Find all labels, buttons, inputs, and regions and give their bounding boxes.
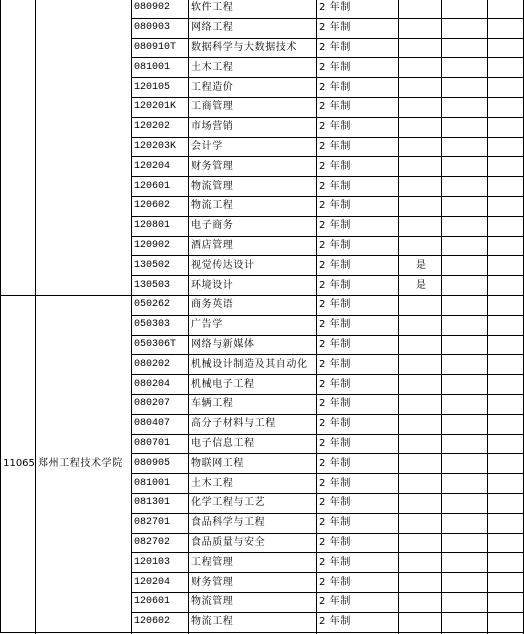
duration-cell: 2 年制 xyxy=(317,434,399,454)
major-code-cell: 080204 xyxy=(132,375,189,395)
empty-cell xyxy=(442,236,488,256)
major-code-cell: 120203K xyxy=(132,137,189,157)
majors-table-body xyxy=(1,0,524,632)
flag-cell xyxy=(399,295,442,315)
table-row xyxy=(1,0,524,18)
empty-cell xyxy=(442,196,488,216)
flag-cell xyxy=(399,493,442,513)
empty-cell xyxy=(442,573,488,593)
column-divider xyxy=(316,630,317,634)
empty-cell xyxy=(442,533,488,553)
school-code-cell xyxy=(1,0,36,295)
empty-cell xyxy=(442,375,488,395)
duration-cell: 2 年制 xyxy=(317,58,399,78)
duration-cell: 2 年制 xyxy=(317,315,399,335)
duration-cell: 2 年制 xyxy=(317,414,399,434)
empty-cell xyxy=(442,58,488,78)
major-name-cell: 食品科学与工程 xyxy=(189,513,317,533)
empty-cell xyxy=(442,177,488,197)
flag-cell xyxy=(399,592,442,612)
empty-cell xyxy=(442,474,488,494)
major-code-cell: 120204 xyxy=(132,157,189,177)
duration-cell: 2 年制 xyxy=(317,18,399,38)
flag-cell xyxy=(399,137,442,157)
flag-cell xyxy=(399,612,442,632)
major-code-cell: 080902 xyxy=(132,0,189,18)
empty-cell xyxy=(442,513,488,533)
major-code-cell: 120105 xyxy=(132,78,189,98)
flag-cell xyxy=(399,18,442,38)
duration-cell: 2 年制 xyxy=(317,177,399,197)
column-divider xyxy=(487,630,488,634)
empty-cell xyxy=(442,97,488,117)
major-name-cell: 物流工程 xyxy=(189,612,317,632)
empty-cell xyxy=(442,117,488,137)
duration-cell: 2 年制 xyxy=(317,335,399,355)
major-name-cell: 网络工程 xyxy=(189,18,317,38)
major-name-cell: 市场营销 xyxy=(189,117,317,137)
empty-cell xyxy=(488,513,524,533)
duration-cell: 2 年制 xyxy=(317,97,399,117)
empty-cell xyxy=(442,414,488,434)
table-row xyxy=(1,295,524,315)
major-name-cell: 物流工程 xyxy=(189,196,317,216)
column-divider xyxy=(131,630,132,634)
duration-cell: 2 年制 xyxy=(317,295,399,315)
duration-cell: 2 年制 xyxy=(317,256,399,276)
major-code-cell: 080202 xyxy=(132,355,189,375)
empty-cell xyxy=(442,315,488,335)
major-name-cell: 食品质量与安全 xyxy=(189,533,317,553)
flag-cell xyxy=(399,513,442,533)
duration-cell: 2 年制 xyxy=(317,276,399,296)
major-name-cell: 会计学 xyxy=(189,137,317,157)
flag-cell xyxy=(399,196,442,216)
duration-cell: 2 年制 xyxy=(317,513,399,533)
flag-cell xyxy=(399,355,442,375)
empty-cell xyxy=(488,355,524,375)
major-name-cell: 土木工程 xyxy=(189,58,317,78)
empty-cell xyxy=(442,0,488,18)
major-code-cell: 120103 xyxy=(132,553,189,573)
duration-cell: 2 年制 xyxy=(317,355,399,375)
major-code-cell: 120201K xyxy=(132,97,189,117)
major-code-cell: 120602 xyxy=(132,196,189,216)
empty-cell xyxy=(488,315,524,335)
empty-cell xyxy=(488,18,524,38)
major-name-cell: 商务英语 xyxy=(189,295,317,315)
flag-cell xyxy=(399,434,442,454)
major-code-cell: 130503 xyxy=(132,276,189,296)
major-code-cell: 120902 xyxy=(132,236,189,256)
major-name-cell: 网络与新媒体 xyxy=(189,335,317,355)
empty-cell xyxy=(488,216,524,236)
major-name-cell: 工商管理 xyxy=(189,97,317,117)
empty-cell xyxy=(442,355,488,375)
empty-cell xyxy=(488,177,524,197)
major-code-cell: 081001 xyxy=(132,58,189,78)
major-name-cell: 物流管理 xyxy=(189,177,317,197)
major-name-cell: 广告学 xyxy=(189,315,317,335)
empty-cell xyxy=(488,553,524,573)
flag-cell xyxy=(399,375,442,395)
flag-cell xyxy=(399,474,442,494)
school-code-cell: 11065 xyxy=(1,295,36,632)
empty-cell xyxy=(488,157,524,177)
flag-cell xyxy=(399,0,442,18)
empty-cell xyxy=(488,276,524,296)
major-code-cell: 080905 xyxy=(132,454,189,474)
empty-cell xyxy=(442,276,488,296)
flag-cell xyxy=(399,157,442,177)
flag-cell xyxy=(399,454,442,474)
empty-cell xyxy=(488,335,524,355)
major-code-cell: 081001 xyxy=(132,474,189,494)
school-name-cell: 郑州工程技术学院 xyxy=(36,295,132,632)
major-code-cell: 050303 xyxy=(132,315,189,335)
major-code-cell: 080910T xyxy=(132,38,189,58)
empty-cell xyxy=(442,592,488,612)
empty-cell xyxy=(488,137,524,157)
major-code-cell: 082701 xyxy=(132,513,189,533)
major-code-cell: 120204 xyxy=(132,573,189,593)
flag-cell xyxy=(399,177,442,197)
column-divider xyxy=(188,630,189,634)
major-name-cell: 工程管理 xyxy=(189,553,317,573)
major-code-cell: 080903 xyxy=(132,18,189,38)
empty-cell xyxy=(488,434,524,454)
empty-cell xyxy=(442,553,488,573)
major-name-cell: 机械设计制造及其自动化 xyxy=(189,355,317,375)
empty-cell xyxy=(488,117,524,137)
major-name-cell: 物流管理 xyxy=(189,592,317,612)
duration-cell: 2 年制 xyxy=(317,78,399,98)
empty-cell xyxy=(442,78,488,98)
column-divider xyxy=(398,630,399,634)
empty-cell xyxy=(488,573,524,593)
duration-cell: 2 年制 xyxy=(317,157,399,177)
flag-cell xyxy=(399,216,442,236)
major-code-cell: 120801 xyxy=(132,216,189,236)
flag-cell xyxy=(399,335,442,355)
duration-cell: 2 年制 xyxy=(317,0,399,18)
empty-cell xyxy=(488,493,524,513)
major-name-cell: 化学工程与工艺 xyxy=(189,493,317,513)
major-code-cell: 130502 xyxy=(132,256,189,276)
flag-cell xyxy=(399,394,442,414)
major-code-cell: 080407 xyxy=(132,414,189,434)
empty-cell xyxy=(488,295,524,315)
column-divider xyxy=(35,630,36,634)
flag-cell xyxy=(399,38,442,58)
major-name-cell: 数据科学与大数据技术 xyxy=(189,38,317,58)
empty-cell xyxy=(442,434,488,454)
duration-cell: 2 年制 xyxy=(317,573,399,593)
major-name-cell: 机械电子工程 xyxy=(189,375,317,395)
major-name-cell: 电子信息工程 xyxy=(189,434,317,454)
duration-cell: 2 年制 xyxy=(317,553,399,573)
major-code-cell: 120601 xyxy=(132,177,189,197)
duration-cell: 2 年制 xyxy=(317,533,399,553)
flag-cell xyxy=(399,58,442,78)
empty-cell xyxy=(442,38,488,58)
empty-cell xyxy=(488,533,524,553)
duration-cell: 2 年制 xyxy=(317,474,399,494)
flag-cell xyxy=(399,97,442,117)
duration-cell: 2 年制 xyxy=(317,394,399,414)
duration-cell: 2 年制 xyxy=(317,493,399,513)
school-name-cell xyxy=(36,0,132,295)
major-name-cell: 财务管理 xyxy=(189,157,317,177)
empty-cell xyxy=(442,216,488,236)
duration-cell: 2 年制 xyxy=(317,216,399,236)
duration-cell: 2 年制 xyxy=(317,375,399,395)
empty-cell xyxy=(442,18,488,38)
flag-cell xyxy=(399,533,442,553)
major-name-cell: 物联网工程 xyxy=(189,454,317,474)
flag-cell xyxy=(399,117,442,137)
major-name-cell: 环境设计 xyxy=(189,276,317,296)
flag-cell xyxy=(399,78,442,98)
empty-cell xyxy=(442,256,488,276)
empty-cell xyxy=(488,78,524,98)
major-name-cell: 工程造价 xyxy=(189,78,317,98)
empty-cell xyxy=(488,0,524,18)
flag-cell xyxy=(399,573,442,593)
empty-cell xyxy=(488,394,524,414)
flag-cell xyxy=(399,414,442,434)
column-divider xyxy=(441,630,442,634)
major-code-cell: 081301 xyxy=(132,493,189,513)
empty-cell xyxy=(488,454,524,474)
empty-cell xyxy=(442,295,488,315)
empty-cell xyxy=(488,58,524,78)
duration-cell: 2 年制 xyxy=(317,592,399,612)
duration-cell: 2 年制 xyxy=(317,38,399,58)
major-code-cell: 120601 xyxy=(132,592,189,612)
empty-cell xyxy=(488,414,524,434)
major-name-cell: 电子商务 xyxy=(189,216,317,236)
duration-cell: 2 年制 xyxy=(317,454,399,474)
duration-cell: 2 年制 xyxy=(317,196,399,216)
empty-cell xyxy=(442,394,488,414)
empty-cell xyxy=(442,157,488,177)
flag-cell xyxy=(399,236,442,256)
major-code-cell: 050306T xyxy=(132,335,189,355)
major-code-cell: 082702 xyxy=(132,533,189,553)
empty-cell xyxy=(488,592,524,612)
major-name-cell: 软件工程 xyxy=(189,0,317,18)
duration-cell: 2 年制 xyxy=(317,236,399,256)
duration-cell: 2 年制 xyxy=(317,612,399,632)
empty-cell xyxy=(442,454,488,474)
flag-cell: 是 xyxy=(399,276,442,296)
empty-cell xyxy=(488,97,524,117)
major-name-cell: 车辆工程 xyxy=(189,394,317,414)
major-name-cell: 酒店管理 xyxy=(189,236,317,256)
major-name-cell: 高分子材料与工程 xyxy=(189,414,317,434)
major-code-cell: 080207 xyxy=(132,394,189,414)
empty-cell xyxy=(442,335,488,355)
empty-cell xyxy=(488,236,524,256)
duration-cell: 2 年制 xyxy=(317,117,399,137)
major-code-cell: 120602 xyxy=(132,612,189,632)
empty-cell xyxy=(488,38,524,58)
major-name-cell: 土木工程 xyxy=(189,474,317,494)
duration-cell: 2 年制 xyxy=(317,137,399,157)
flag-cell xyxy=(399,315,442,335)
major-code-cell: 120202 xyxy=(132,117,189,137)
major-code-cell: 050262 xyxy=(132,295,189,315)
major-name-cell: 财务管理 xyxy=(189,573,317,593)
flag-cell: 是 xyxy=(399,256,442,276)
empty-cell xyxy=(488,375,524,395)
empty-cell xyxy=(442,493,488,513)
empty-cell xyxy=(488,474,524,494)
major-code-cell: 080701 xyxy=(132,434,189,454)
empty-cell xyxy=(488,612,524,632)
major-name-cell: 视觉传达设计 xyxy=(189,256,317,276)
empty-cell xyxy=(442,137,488,157)
empty-cell xyxy=(488,196,524,216)
empty-cell xyxy=(442,612,488,632)
empty-cell xyxy=(488,256,524,276)
flag-cell xyxy=(399,553,442,573)
